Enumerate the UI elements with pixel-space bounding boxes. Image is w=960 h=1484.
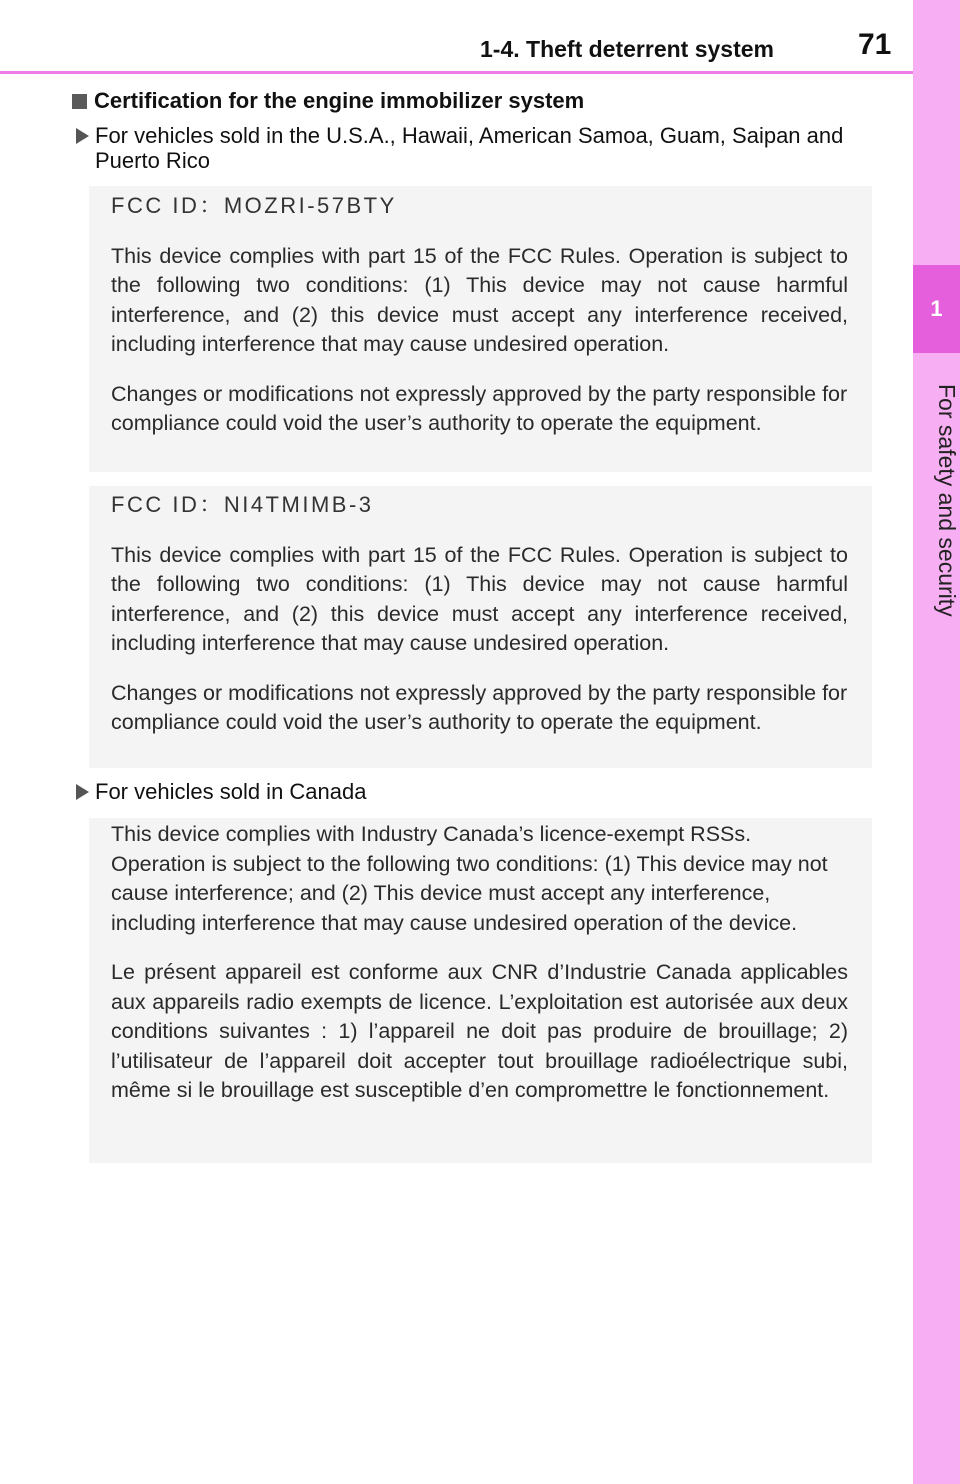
fcc-compliance-1: This device complies with part 15 of the FCC Rules. Operation is subject to the following two conditions: (1) This device may not cause harmful interference, and (2) this device must accept any interference received, including interference that may cause undesired operation. <box>111 243 848 356</box>
section-heading <box>72 88 584 114</box>
page-number: 71 <box>858 28 892 61</box>
fcc-notice-box-1 <box>89 186 872 472</box>
section-heading-text: Certification for the engine immobilizer system <box>94 88 585 113</box>
square-bullet-icon <box>72 94 87 109</box>
canada-english-notice: This device complies with Industry Canada’s licence-exempt RSSs. Operation is subject to the following two conditions: (1) This device may not cause interference; and (2) This device must accept any interference, including interference that may cause undesired operation of the device. <box>111 822 828 935</box>
fcc-id-1: FCC ID：MOZRI-57BTY <box>111 193 397 218</box>
fcc-notice-box-2 <box>89 486 872 768</box>
bullet-usa-text: For vehicles sold in the U.S.A., Hawaii, American Samoa, Guam, Saipan and Puerto Rico <box>95 123 844 173</box>
canada-french-notice: Le présent appareil est conforme aux CNR d’Industrie Canada applicables aux appareils radio exempts de licence. L’exploitation est autorisée aux deux conditions suivantes : 1) l’appareil ne doit pas produire de brouillage; 2) l’utilisateur de l’appareil doit accepter tout brouillage radioélectrique subi, même si le brouillage est susceptible d’en compromettre le fonctionnement. <box>111 960 848 1102</box>
bullet-usa <box>76 123 886 173</box>
section-title: 1-4. Theft deterrent system <box>480 36 774 62</box>
canada-notice-box <box>89 818 872 1163</box>
fcc-id-2: FCC ID：NI4TMIMB-3 <box>111 492 374 517</box>
side-chapter-tab <box>913 0 960 1484</box>
fcc-compliance-2: This device complies with part 15 of the FCC Rules. Operation is subject to the following two conditions: (1) This device may not cause harmful interference, and (2) this device must accept any interference received, including interference that may cause undesired operation. <box>111 542 848 655</box>
fcc-modifications-1: Changes or modifications not expressly approved by the party responsible for compliance could void the user’s authority to operate the equipment. <box>111 381 848 435</box>
chapter-number-box: 1 <box>913 265 960 353</box>
fcc-modifications-2: Changes or modifications not expressly approved by the party responsible for compliance could void the user’s authority to operate the equipment. <box>111 680 848 734</box>
header-rule <box>0 71 913 74</box>
bullet-canada-text: For vehicles sold in Canada <box>95 779 367 804</box>
triangle-bullet-icon <box>76 128 89 144</box>
triangle-bullet-icon <box>76 784 89 800</box>
bullet-canada <box>76 779 886 804</box>
chapter-label: For safety and security <box>934 383 960 617</box>
